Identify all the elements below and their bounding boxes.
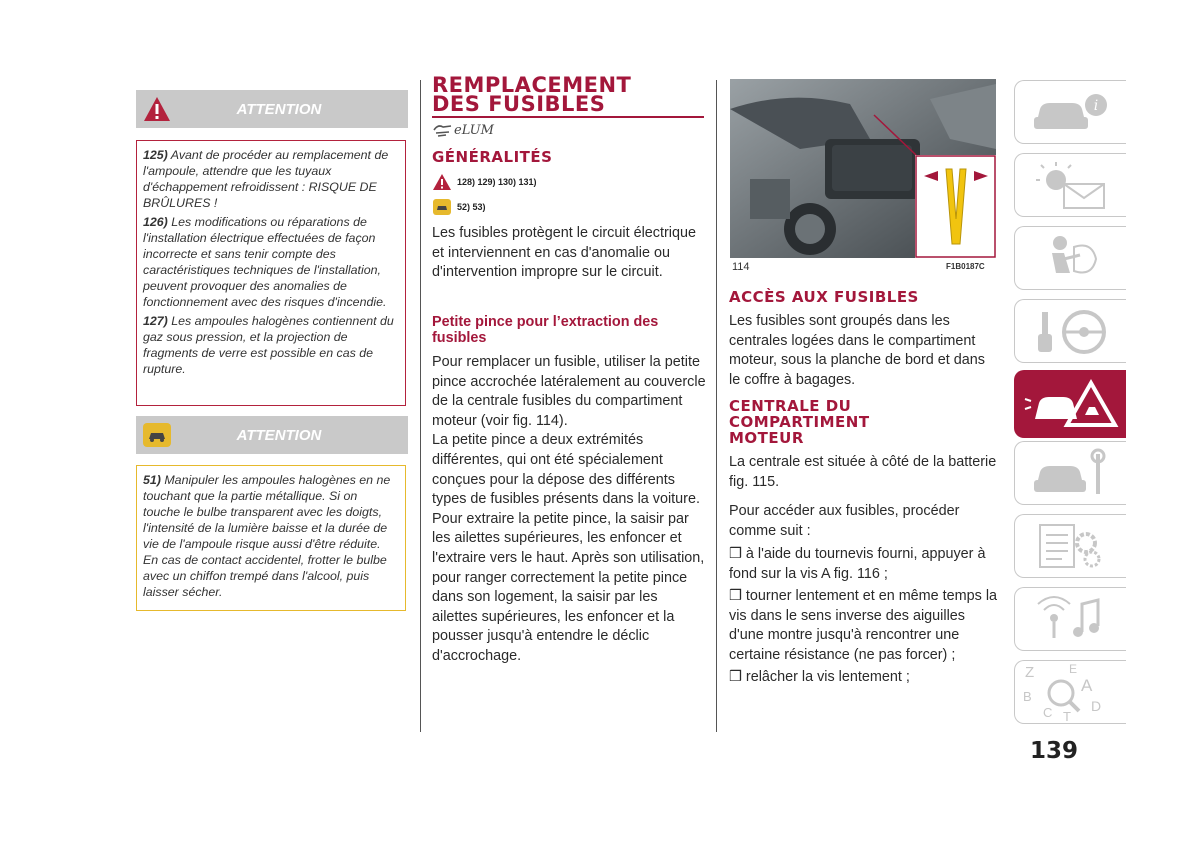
centrale-paragraph: La centrale est située à côté de la batterie fig. 115. (729, 454, 997, 490)
caution-item: 51) Manipuler les ampoules halogènes en ne touchant que la partie métallique. Si on touche le bulbe transparent avec les doigts, l'intensité de la lumière baisse et la durée de vie de l'ampoule risque aussi d'être réduite. En cas de contact accidentel, frotter le bulbe avec un chiffon trempé dans l'alcool, puis laisser sécher. (143, 473, 391, 599)
tab-starting-driving[interactable] (1014, 299, 1126, 363)
tab-index[interactable] (1014, 660, 1126, 724)
key-steering-wheel-icon (1026, 306, 1116, 356)
section-title-generalites: GÉNÉRALITÉS (432, 148, 553, 166)
svg-text:T: T (1062, 709, 1071, 723)
section-title-acces: ACCÈS AUX FUSIBLES (729, 288, 919, 306)
page-number: 139 (1030, 738, 1079, 764)
car-wrench-icon (1026, 448, 1116, 498)
warning-item: 125) Avant de procéder au remplacement de l'ampoule, attendre que les tuyaux d'échappement refroidissent : RISQUE DE BRÛLURES ! (143, 148, 389, 210)
attention-header (136, 416, 408, 454)
svg-text:A: A (1080, 676, 1092, 695)
alphabetical-index-icon (1021, 661, 1121, 723)
tab-dashboard-info[interactable] (1014, 80, 1126, 144)
svg-text:C: C (1042, 705, 1052, 720)
procedure-step: ❒ tourner lentement et en même temps la vis dans le sens inverse des aiguilles d'une montre jusqu'à rencontrer une certaine résistance (ne pas forcer) ; (729, 588, 998, 663)
light-envelope-icon (1026, 160, 1116, 210)
car-caution-icon (136, 422, 178, 448)
attention-title: ATTENTION (236, 100, 322, 118)
title-underline (432, 116, 704, 118)
column-divider (420, 80, 421, 732)
svg-text:Z: Z (1024, 664, 1034, 681)
svg-text:i: i (1093, 98, 1098, 114)
svg-text:D: D (1090, 698, 1101, 714)
intro-paragraph: Les fusibles protègent le circuit électrique et interviennent en cas d'anomalie ou d'intervention impropre sur le circuit. (432, 225, 696, 281)
attention-title: ATTENTION (236, 426, 322, 444)
warning-item: 126) Les modifications ou réparations de l'installation électrique effectuées de façon incorrecte et sans tenir compte des caractéristiques techniques de l'installation, peuvent provoquer des anomalies de fonctionnement avec des risques d'incendie. (143, 215, 387, 309)
car-info-icon (1026, 87, 1116, 137)
subsection-title: Petite pince pour l’extraction des fusibles (432, 314, 659, 346)
tab-lights-messages[interactable] (1014, 153, 1126, 217)
danger-triangle-icon (432, 173, 452, 191)
body-text: Pour remplacer un fusible, utiliser la petite pince accrochée latéralement au couvercle de la centrale fusibles du compartiment moteur (voir fig. 114). La petite pince a deux extrémités différentes, qui ont été spécialement conçues pour la dépose des différents types de fusibles présents dans la voiture. Pour extraire la petite pince, la saisir par les ailettes supérieures, les enfoncer et l'extraire vers le haut. Après son utilisation, pour ranger correctement la petite pince dans son logement, la saisir par les ailettes supérieures, les enfoncer et la pousser jusqu'à entendre le déclic d'accrochage. (432, 354, 706, 664)
tab-emergency[interactable] (1014, 370, 1126, 438)
attention-box-danger (136, 140, 406, 406)
procedure-intro: Pour accéder aux fusibles, procéder comme suit : (729, 503, 960, 539)
list-gear-icon (1026, 521, 1116, 571)
figure-code: F1B0187C (946, 262, 985, 271)
figure-114 (730, 79, 996, 258)
procedure-step: ❒ à l'aide du tournevis fourni, appuyer à fond sur la vis A fig. 116 ; (729, 546, 986, 582)
tab-safety[interactable] (1014, 226, 1126, 290)
attention-box-caution (136, 465, 406, 611)
elum-icon (432, 122, 494, 138)
warning-refs: 128) 129) 130) 131) (432, 173, 537, 191)
tab-technical-data[interactable] (1014, 514, 1126, 578)
caution-refs: 52) 53) (432, 198, 486, 216)
car-caution-icon (432, 198, 452, 216)
section-title-centrale: CENTRALE DU COMPARTIMENT MOTEUR (729, 397, 870, 447)
seat-airbag-icon (1026, 233, 1116, 283)
elum-label: eLUM (454, 122, 494, 138)
page-title: REMPLACEMENT DES FUSIBLES (432, 73, 632, 116)
car-hazard-icon (1023, 377, 1119, 431)
svg-text:E: E (1068, 662, 1077, 676)
figure-number: 114 (732, 261, 750, 273)
acces-paragraph: Les fusibles sont groupés dans les centrales logées dans le compartiment moteur, sous la planche de bord et dans le coffre à bagages. (729, 313, 986, 388)
svg-text:B: B (1022, 689, 1032, 704)
danger-triangle-icon (136, 96, 178, 122)
procedure-step: ❒ relâcher la vis lentement ; (729, 669, 910, 685)
column-divider (716, 80, 717, 732)
signal-music-icon (1026, 594, 1116, 644)
tab-multimedia[interactable] (1014, 587, 1126, 651)
warning-item: 127) Les ampoules halogènes contiennent du gaz sous pression, et la projection de fragments de verre est possible en cas de rupture. (143, 314, 394, 376)
attention-header (136, 90, 408, 128)
tab-maintenance[interactable] (1014, 441, 1126, 505)
